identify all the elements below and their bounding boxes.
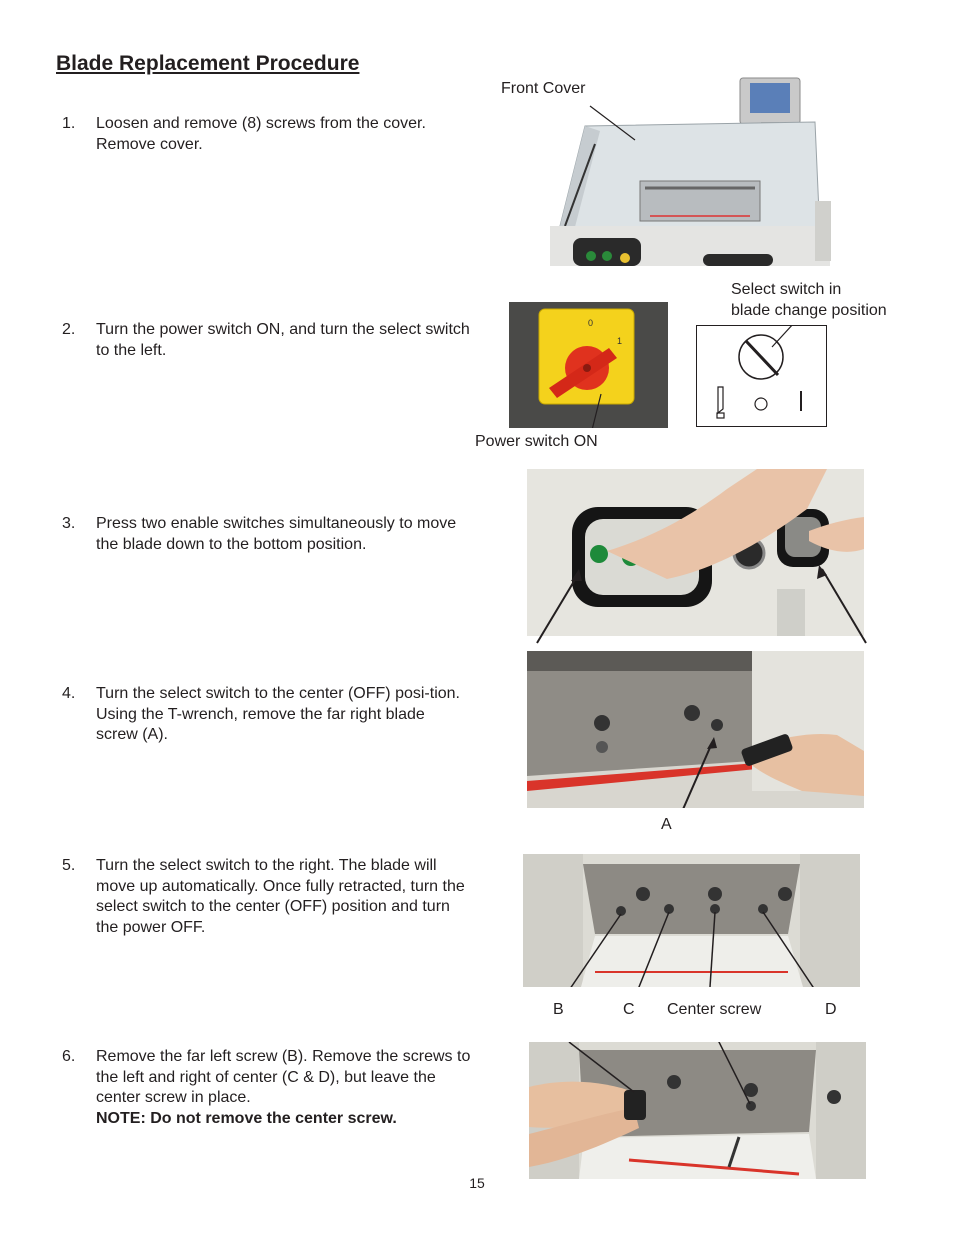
front-cover-photo [545, 76, 831, 266]
step-text: Turn the select switch to the right. The blade will move up automatically. Once fully retracted, turn the select switch to the center (OFF) position and turn the power OFF. [96, 857, 465, 936]
switch-position-0: 0 [588, 318, 594, 328]
step-5 [62, 856, 482, 940]
step-text: Turn the select switch to the center (OFF) posi-tion. Using the T-wrench, remove the far right blade screw (A). [96, 685, 460, 743]
select-switch-label [731, 279, 887, 321]
select-switch-label-line2: blade change position [731, 302, 887, 319]
page-number: 15 [469, 1175, 485, 1191]
select-switch-diagram [696, 325, 827, 427]
step-note: NOTE: Do not remove the center screw. [96, 1109, 397, 1127]
screw-b-label: B [553, 1001, 564, 1018]
screw-c-label: C [623, 1001, 635, 1018]
step-number: 2. [62, 321, 76, 338]
blade-screw-a-photo [527, 651, 864, 808]
step-text: Turn the power switch ON, and turn the select switch to the left. [96, 321, 470, 359]
step-text: Loosen and remove (8) screws from the cover. Remove cover. [96, 115, 426, 153]
step-number: 3. [62, 515, 76, 532]
step-1 [62, 114, 482, 158]
front-cover-label: Front Cover [501, 80, 586, 97]
step-3 [62, 514, 482, 558]
step-number: 4. [62, 685, 76, 702]
enable-switches-photo [527, 469, 867, 645]
select-switch-label-line1: Select switch in [731, 281, 842, 298]
switch-position-1: 1 [617, 336, 623, 346]
step-2 [62, 320, 482, 364]
screw-a-label: A [661, 816, 672, 833]
step-text: Press two enable switches simultaneously to move the blade down to the bottom position. [96, 515, 457, 553]
page-title: Blade Replacement Procedure [56, 52, 360, 75]
power-switch-label: Power switch ON [475, 433, 598, 450]
step-number: 5. [62, 857, 76, 874]
remove-screws-photo [529, 1042, 866, 1179]
step-text: Remove the far left screw (B). Remove the screws to the left and right of center (C & D), but leave the center screw in place. [96, 1048, 471, 1106]
power-switch-photo [509, 302, 668, 428]
blade-screws-photo [523, 854, 860, 987]
step-6 [62, 1047, 482, 1131]
center-screw-label: Center screw [667, 1001, 762, 1018]
step-4 [62, 684, 482, 748]
step-number: 6. [62, 1048, 76, 1065]
screw-d-label: D [825, 1001, 837, 1018]
step-number: 1. [62, 115, 76, 132]
